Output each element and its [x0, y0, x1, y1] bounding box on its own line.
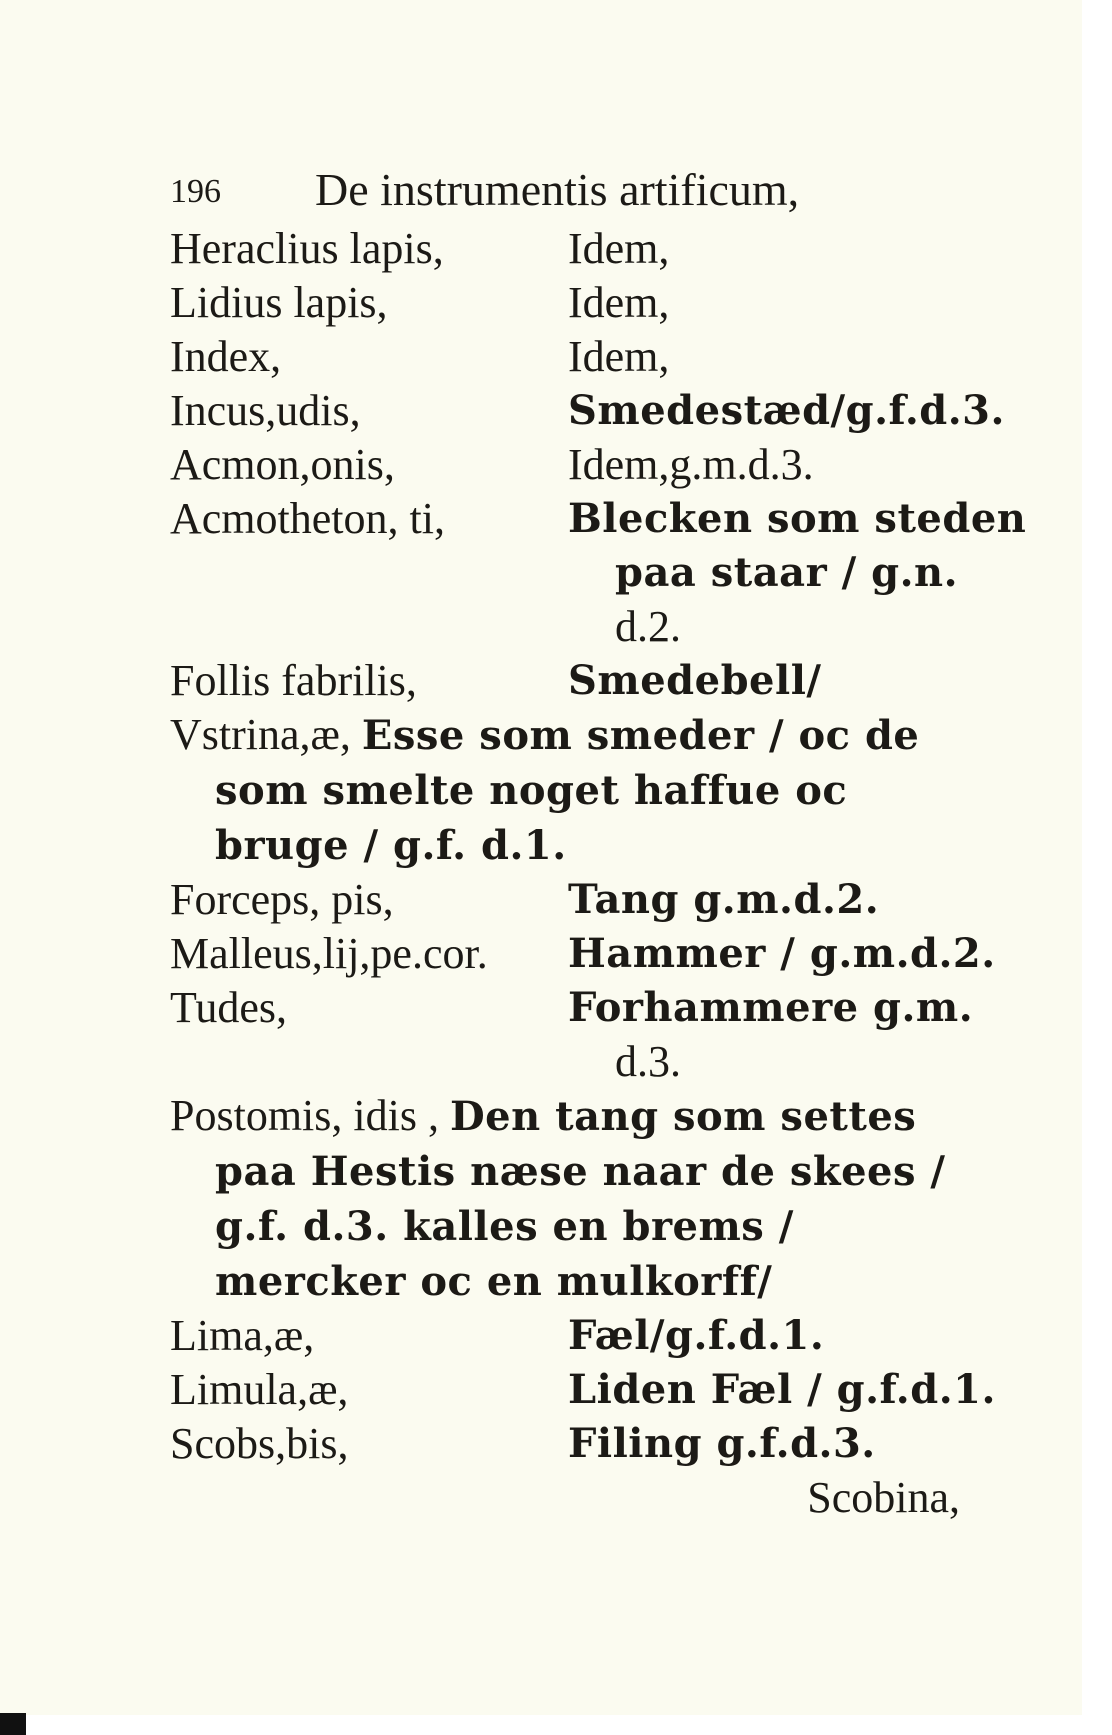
gloss: Idem, [568, 278, 670, 327]
entry-malleus [170, 927, 996, 981]
gloss: Blecken som steden [568, 495, 1027, 542]
latin-term: Index, [170, 332, 282, 381]
gloss-continued: paa staar / g.n. [615, 549, 958, 596]
gloss: Idem, [568, 224, 670, 273]
page-text [170, 158, 1027, 1525]
scan-corner [0, 1713, 26, 1735]
entry-acmotheton [170, 492, 1027, 654]
gloss: Tang g.m.d.2. [568, 876, 880, 923]
entry-postomis [170, 1089, 970, 1309]
entry-forceps [170, 873, 970, 927]
latin-term: Scobs,bis, [170, 1419, 349, 1468]
latin-term: Limula,æ, [170, 1365, 349, 1414]
gloss: Den tang som settes paa Hestis næse naar de skees / g.f. d.3. kalles en brems / mercker oc en mulkorff/ [215, 1093, 946, 1305]
gloss-continued: d.3. [615, 1037, 681, 1086]
gloss: Forhammere g.m. [568, 984, 974, 1031]
entry-lidius [170, 276, 970, 330]
entry-tudes [170, 981, 974, 1089]
latin-term: Follis fabrilis, [170, 656, 417, 705]
gloss: Liden Fæl / g.f.d.1. [568, 1366, 996, 1413]
gloss: Smedebell/ [568, 657, 822, 704]
entry-scobs [170, 1417, 970, 1471]
entry-follis [170, 654, 970, 708]
gloss: Filing g.f.d.3. [568, 1420, 876, 1467]
gloss-continued: d.2. [615, 602, 681, 651]
latin-term: Acmon,onis, [170, 440, 395, 489]
page-edge-bottom [0, 1715, 1112, 1735]
latin-term: Lima,æ, [170, 1311, 315, 1360]
latin-term: Acmotheton, ti, [170, 494, 445, 543]
gloss: Fæl/g.f.d.1. [568, 1312, 825, 1359]
latin-term: Heraclius lapis, [170, 224, 444, 273]
gloss: Esse som smeder / oc de som smelte noget haffue oc bruge / g.f. d.1. [215, 712, 920, 869]
gloss: Smedestæd/g.f.d.3. [568, 387, 1005, 434]
gloss: Idem, [568, 332, 670, 381]
page-edge-right [1082, 0, 1112, 1735]
latin-term: Lidius lapis, [170, 278, 388, 327]
latin-term: Tudes, [170, 983, 287, 1032]
entry-lima [170, 1309, 970, 1363]
entry-vstrina [170, 708, 970, 873]
entry-incus [170, 384, 1005, 438]
latin-term: Vstrina,æ, [170, 710, 351, 759]
entry-limula [170, 1363, 996, 1417]
gloss: Idem,g.m.d.3. [568, 440, 814, 489]
running-title: De instrumentis artificum, [315, 164, 800, 215]
gloss: Hammer / g.m.d.2. [568, 930, 996, 977]
latin-term: Forceps, pis, [170, 875, 394, 924]
latin-term: Postomis, idis , [170, 1091, 439, 1140]
entry-index [170, 330, 970, 384]
page-number: 196 [170, 173, 221, 210]
latin-term: Malleus,lij,pe.cor. [170, 929, 488, 978]
entry-acmon [170, 438, 970, 492]
latin-term: Incus,udis, [170, 386, 361, 435]
page-header [170, 158, 970, 222]
catchword: Scobina, [807, 1473, 960, 1522]
entry-heraclius [170, 222, 970, 276]
